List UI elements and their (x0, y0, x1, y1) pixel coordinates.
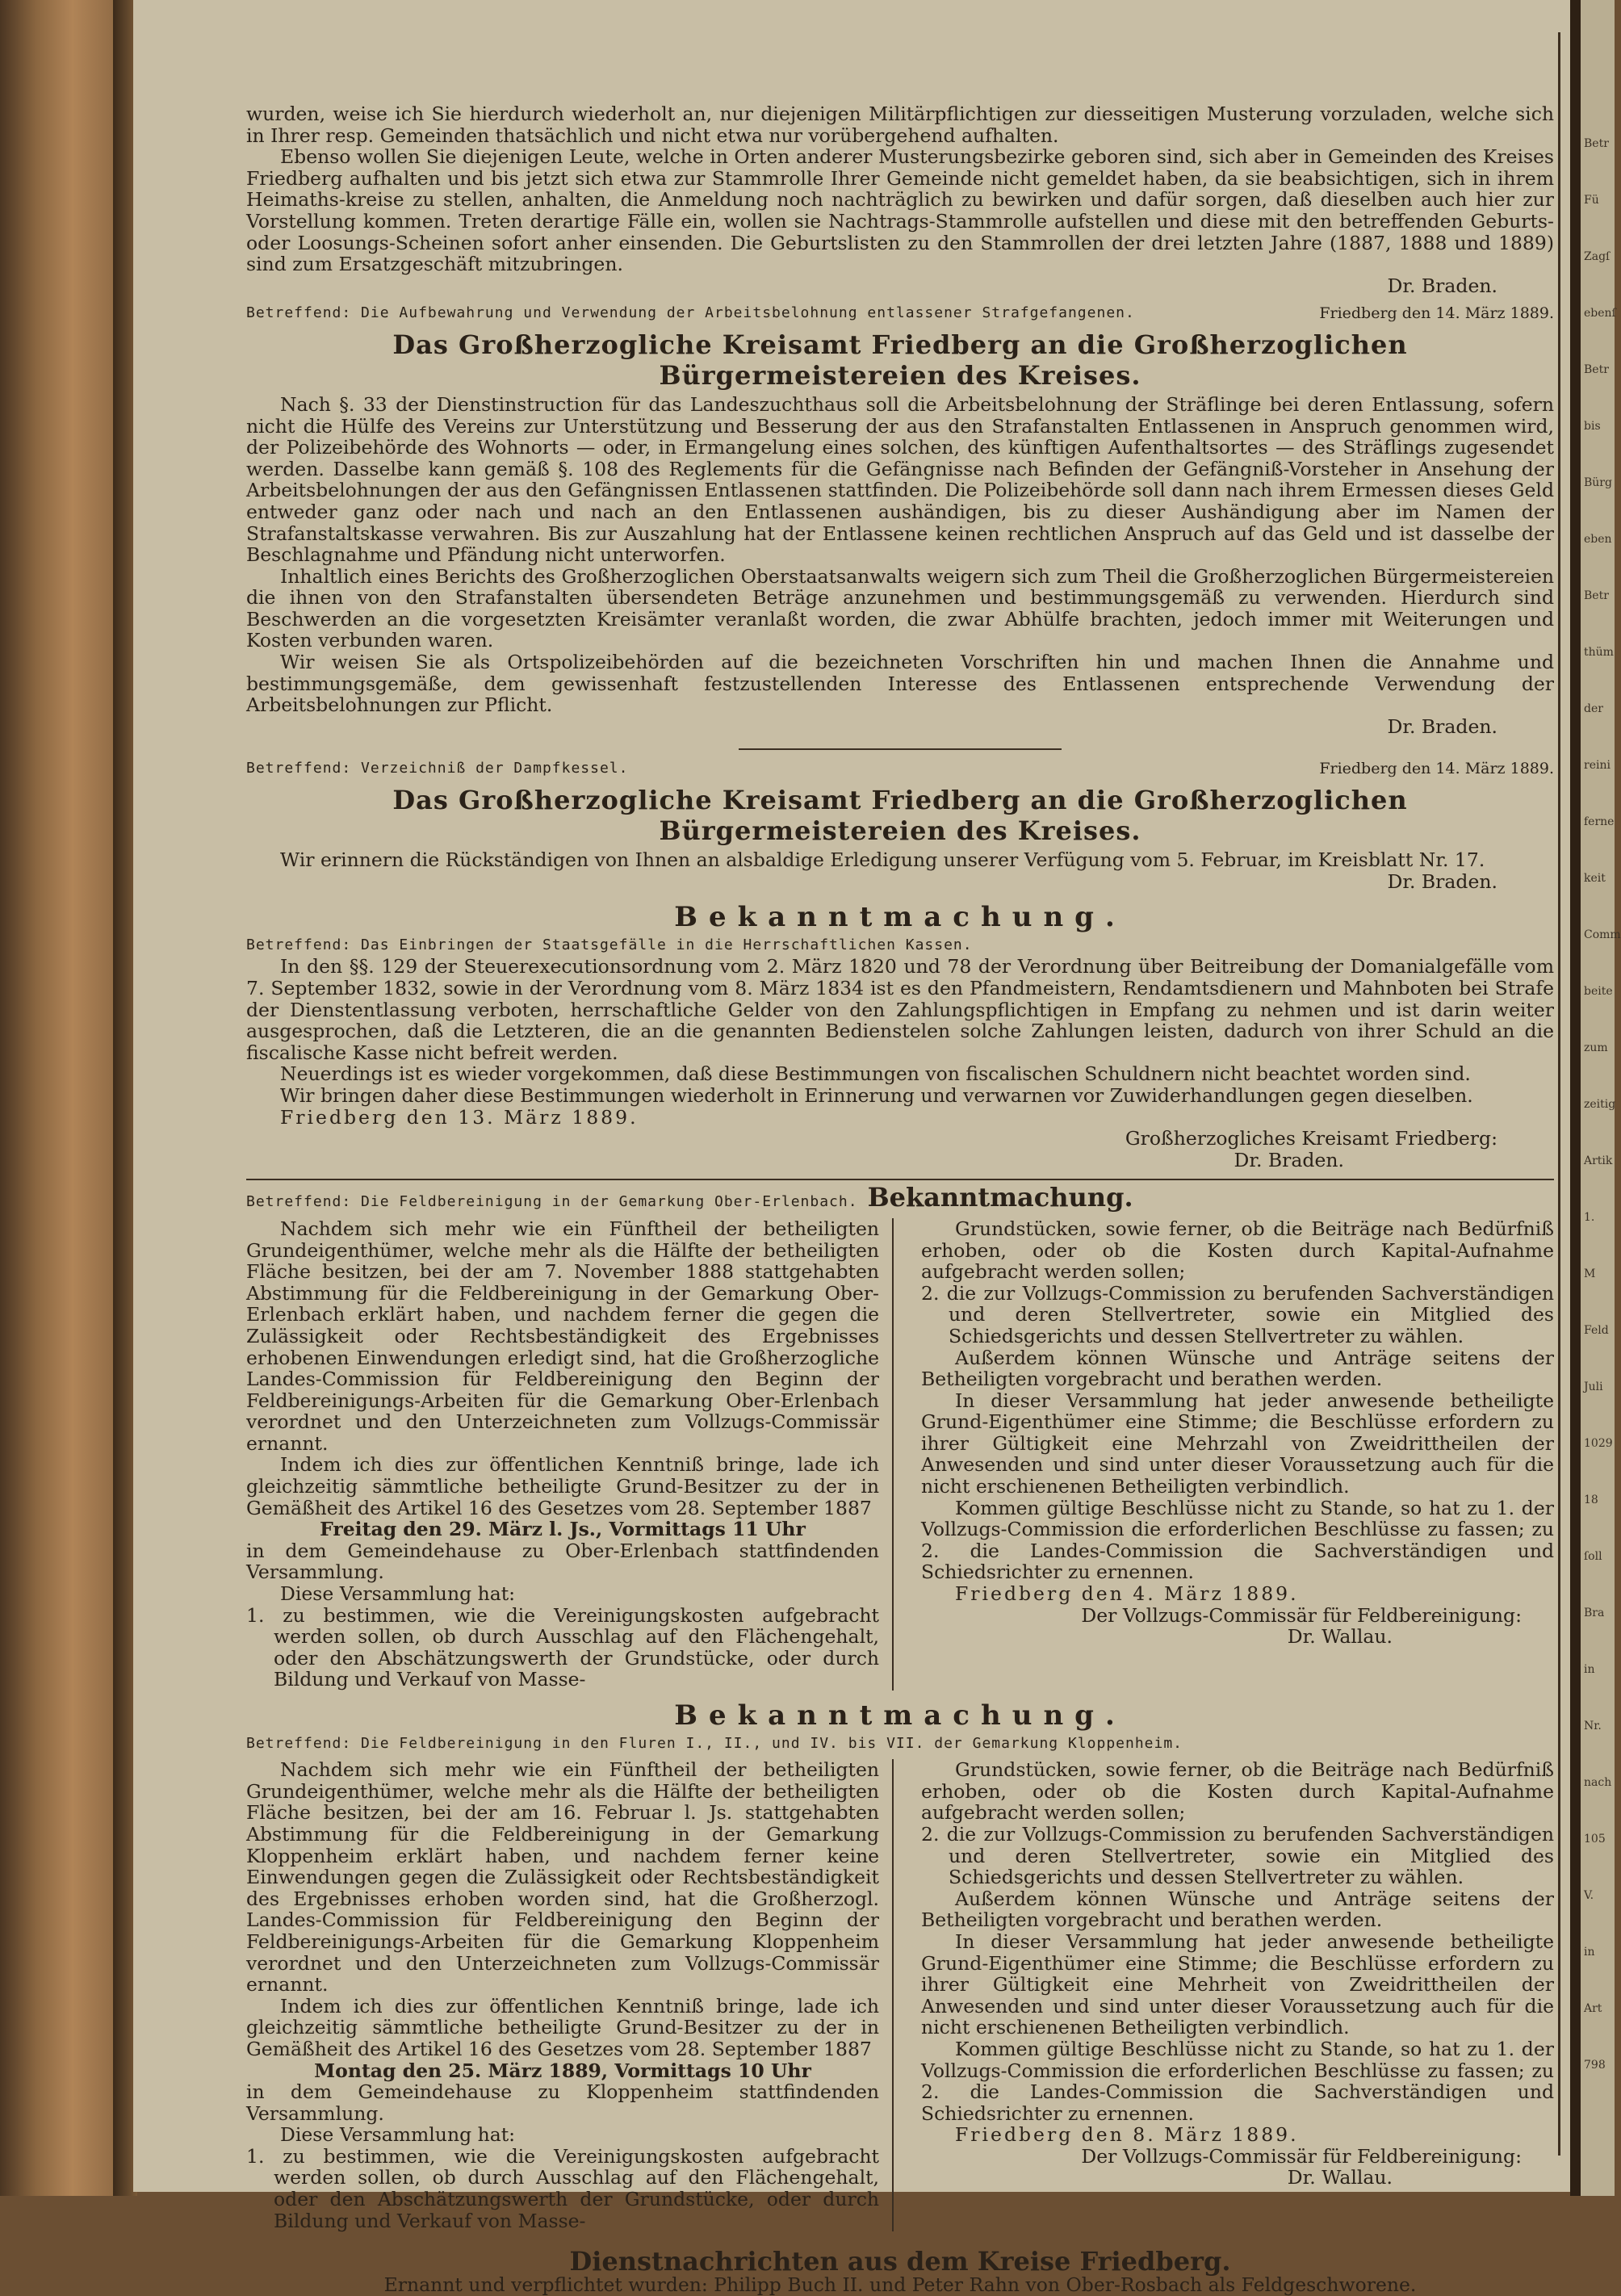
bekanntmachung-heading: Bekanntmachung. (674, 901, 1126, 934)
body-paragraph: In dieser Versammlung hat jeder anwesende betheiligte Grund-Eigenthümer eine Stimme; die Beschlüsse erfordern zu ihrer Gültigkeit eine Mehrzahl von Zweidrittheilen der Anwesenden und sind unter dieser Voraussetzung auch für die nicht erschienenen Betheiligten verbindlich. (921, 1389, 1554, 1498)
two-column-block (246, 1759, 1554, 2231)
agenda-intro: Diese Versammlung hat: (280, 1582, 516, 1606)
muster-paragraph-1: wurden, weise ich Sie hierdurch wiederholt an, nur diejenigen Militärpflichtigen zur diesseitigen Musterung vorzuladen, welche sich in Ihrer resp. Gemeinden thatsächlich und nicht etwa nur vorübergehend aufhalten. (246, 103, 1554, 147)
section-staatsgefaelle (246, 901, 1554, 1171)
page-content (246, 103, 1554, 2295)
adjacent-page-fragment: 18 (1584, 1494, 1598, 1506)
adjacent-page-fragment: M (1584, 1267, 1596, 1280)
book-binding (0, 0, 121, 2196)
betreff-text: Betreffend: Die Feldbereinigung in den Fluren I., II., und IV. bis VII. der Gemarkung Kloppenheim. (246, 1734, 1183, 1752)
adjacent-page-fragment: keit (1584, 872, 1606, 885)
newspaper-page (133, 0, 1574, 2296)
adjacent-page-fragment: Betr (1584, 589, 1609, 602)
signature: Dr. Braden. (1387, 714, 1497, 738)
adjacent-page-fragment: Art (1584, 2002, 1602, 2015)
body-paragraph: Indem ich dies zur öffentlichen Kenntniß bringe, lade ich gleichzeitig sämmtliche betheiligte Grund-Besitzer zu der in Gemäßheit des Artikel 16 des Gesetzes vom 28. September 1887 (246, 1453, 879, 1519)
signature: Dr. Wallau. (1287, 2166, 1393, 2189)
body-paragraph: Neuerdings ist es wieder vorgekommen, daß diese Bestimmungen von fiscalischen Schuldnern nicht beachtet worden sind. (280, 1062, 1471, 1086)
left-column (246, 1759, 894, 2231)
body-paragraph: in dem Gemeindehause zu Kloppenheim stattfindenden Versammlung. (246, 2080, 879, 2125)
adjacent-page-fragment: reini (1584, 759, 1611, 772)
dateline: Friedberg den 14. März 1889. (1319, 304, 1554, 323)
section-heading: Dienstnachrichten aus dem Kreise Friedberg. (569, 2246, 1231, 2277)
adjacent-page-fragment: zum (1584, 1041, 1608, 1054)
betreff-line (246, 935, 1554, 957)
betreff-line (246, 1182, 1554, 1213)
dateline: Friedberg den 8. März 1889. (955, 2123, 1299, 2147)
agenda-item: 2. die zur Vollzugs-Commission zu berufenden Sachverständigen und deren Stellvertreter, sowie ein Mitglied des Schiedsgerichts und dessen Stellvertreter zu wählen. (921, 1281, 1554, 1347)
authority: Der Vollzugs-Commissär für Feldbereinigung: (1081, 2144, 1522, 2168)
agenda-item: 1. zu bestimmen, wie die Vereinigungskosten aufgebracht werden sollen, ob durch Ausschlag auf den Flächengehalt, oder den Abschätzungswerth der Grundstücke, oder durch Bildung und Verkauf von Masse- (246, 1603, 879, 1691)
adjacent-page-fragment: Betr (1584, 137, 1609, 150)
adjacent-page-fragment: Artik (1584, 1154, 1613, 1167)
page-border-rule (1558, 32, 1560, 2156)
adjacent-page-fragment: Feld (1584, 1324, 1609, 1337)
adjacent-page-fragment: thüm (1584, 646, 1614, 659)
two-column-block (246, 1218, 1554, 1691)
divider (246, 1179, 1554, 1180)
section-heading: Das Großherzogliche Kreisamt Friedberg an die Großherzoglichen Bürgermeistereien des Kreises. (392, 329, 1408, 391)
adjacent-page-fragment: nach (1584, 1776, 1612, 1789)
adjacent-page-fragment: Fü (1584, 194, 1599, 207)
body-paragraph: Kommen gültige Beschlüsse nicht zu Stande, so hat zu 1. der Vollzugs-Commission die erforderlichen Beschlüsse zu fassen; zu 2. die Landes-Commission die Sachverständigen und Schiedsrichter zu ernennen. (921, 1496, 1554, 1584)
betreff-line (246, 758, 1554, 780)
right-column (921, 1218, 1554, 1691)
adjacent-page-fragment: ferne (1584, 815, 1615, 828)
body-paragraph: Ernannt und verpflichtet wurden: Philipp Buch II. und Peter Rahn von Ober-Rosbach als Feldgeschworene. (383, 2273, 1417, 2296)
adjacent-page-fragment: 1. (1584, 1211, 1595, 1224)
adjacent-page-fragment: der (1584, 702, 1603, 715)
agenda-item: 1. zu bestimmen, wie die Vereinigungskosten aufgebracht werden sollen, ob durch Ausschlag auf den Flächengehalt, oder den Abschätzungswerth der Grundstücke, oder durch Bildung und Verkauf von Masse- (246, 2144, 879, 2232)
betreff-text: Betreffend: Verzeichniß der Dampfkessel. (246, 760, 629, 777)
authority: Großherzogliches Kreisamt Friedberg: (1125, 1127, 1497, 1150)
section-kloppenheim (246, 1699, 1554, 2232)
adjacent-page-fragment: Comm (1584, 928, 1621, 941)
body-paragraph: Grundstücken, sowie ferner, ob die Beiträge nach Bedürfniß erhoben, oder ob die Kosten durch Kapital-Aufnahme aufgebracht werden sollen; (921, 1217, 1554, 1284)
body-paragraph: Außerdem können Wünsche und Anträge seitens der Betheiligten vorgebracht und berathen werden. (921, 1346, 1554, 1391)
adjacent-page-fragment: eben (1584, 533, 1612, 546)
body-paragraph: Nachdem sich mehr wie ein Fünftheil der betheiligten Grundeigenthümer, welche mehr als die Hälfte der betheiligten Fläche besitzen, bei der am 16. Februar l. Js. stattgehabten Abstimmung für die Feldbereinigung in der Gemarkung Kloppenheim erklärt haben, und nachdem ferner keine Einwendungen gegen die Zulässigkeit oder Rechtsbeständigkeit des Ergebnisses erhoben worden sind, hat die Großherzogl. Landes-Commission für Feldbereinigung den Beginn der Feldbereinigungs-Arbeiten für die Gemarkung Kloppenheim verordnet und den Unterzeichneten zum Vollzugs-Commissär ernannt. (246, 1758, 879, 1996)
adjacent-page-fragment: Juli (1584, 1381, 1603, 1393)
betreff-line (246, 1733, 1554, 1755)
adjacent-page-fragment: 105 (1584, 1833, 1606, 1846)
body-paragraph: Wir bringen daher diese Bestimmungen wiederholt in Erinnerung und verwarnen vor Zuwiderhandlungen gegen dieselben. (280, 1083, 1473, 1107)
meeting-date: Montag den 25. März 1889, Vormittags 10 Uhr (314, 2059, 811, 2082)
dateline: Friedberg den 14. März 1889. (1319, 760, 1554, 778)
body-paragraph: Grundstücken, sowie ferner, ob die Beiträge nach Bedürfniß erhoben, oder ob die Kosten durch Kapital-Aufnahme aufgebracht werden sollen; (921, 1758, 1554, 1825)
page-gutter (1570, 0, 1581, 2196)
muster-paragraph-2: Ebenso wollen Sie diejenigen Leute, welche in Orten anderer Musterungsbezirke geboren sind, sich aber in Gemeinden des Kreises Friedberg aufhalten und bis jetzt sich etwa zur Stammrolle Ihrer Gemeinde nicht gemeldet haben, da sie beabsichtigen, sich in ihrem Heimaths-kreise zu stellen, anhalten, die Anmeldung noch nachträglich zu bewirken und dafür sorgen, daß dieselben auch hier zur Vorstellung kommen. Treten derartige Fälle ein, wollen sie Nachtrags-Stammrolle aufstellen und diese mit den betreffenden Geburts- oder Loosungs-Scheinen sofort anher einsenden. Die Geburtslisten zu den Stammrollen der drei letzten Jahre (1887, 1888 und 1889) sind zum Ersatzgeschäft mitzubringen. (246, 145, 1554, 276)
body-paragraph: Außerdem können Wünsche und Anträge seitens der Betheiligten vorgebracht und berathen werden. (921, 1887, 1554, 1932)
betreff-text: Betreffend: Die Aufbewahrung und Verwendung der Arbeitsbelohnung entlassener Strafgefangenen. (246, 304, 1135, 322)
body-paragraph: Wir weisen Sie als Ortspolizeibehörden auf die bezeichneten Vorschriften hin und machen Ihnen die Annahme und bestimmungsgemäße, dem gewissenhaft festzustellenden Interesse des Entlassenen entsprechende Verwendung der Arbeitsbelohnungen zur Pflicht. (246, 651, 1554, 717)
betreff-text: Betreffend: Die Feldbereinigung in der Gemarkung Ober-Erlenbach. (246, 1193, 858, 1211)
adjacent-page-fragment: in (1584, 1663, 1595, 1676)
section-muster (246, 103, 1554, 296)
agenda-item: 2. die zur Vollzugs-Commission zu berufenden Sachverständigen und deren Stellvertreter, sowie ein Mitglied des Schiedsgerichts und dessen Stellvertreter zu wählen. (921, 1822, 1554, 1889)
body-paragraph: Indem ich dies zur öffentlichen Kenntniß bringe, lade ich gleichzeitig sämmtliche betheiligte Grund-Besitzer zu der in Gemäßheit des Artikel 16 des Gesetzes vom 28. September 1887 (246, 1994, 879, 2060)
adjacent-page-fragment: 798 (1584, 2059, 1606, 2072)
dateline: Friedberg den 13. März 1889. (280, 1105, 639, 1129)
adjacent-page-fragment: bis (1584, 420, 1601, 433)
body-paragraph: Nachdem sich mehr wie ein Fünftheil der betheiligten Grundeigenthümer, welche mehr als die Hälfte der betheiligten Fläche besitzen, bei der am 7. November 1888 stattgehabten Abstimmung für die Feldbereinigung in der Gemarkung Ober-Erlenbach erklärt haben, und nachdem ferner die gegen die Zulässigkeit oder Rechtsbeständigkeit des Ergebnisses erhobenen Einwendungen erledigt sind, hat die Großherzogliche Landes-Commission für Feldbereinigung den Beginn der Feldbereinigungs-Arbeiten für die Gemarkung Ober-Erlenbach verordnet und den Unterzeichneten zum Vollzugs-Commissär ernannt. (246, 1217, 879, 1455)
adjacent-page-fragment: in (1584, 1946, 1595, 1959)
adjacent-page-edge (1581, 0, 1621, 2196)
adjacent-page-fragment: beite (1584, 985, 1613, 998)
section-arbeitsbelohnung (246, 303, 1554, 737)
body-paragraph: Wir erinnern die Rückständigen von Ihnen an alsbaldige Erledigung unserer Verfügung vom 5. Februar, im Kreisblatt Nr. 17. (280, 848, 1485, 872)
meeting-date: Freitag den 29. März l. Js., Vormittags 11 Uhr (320, 1518, 806, 1541)
section-ober-erlenbach (246, 1182, 1554, 1691)
adjacent-page-fragment: V. (1584, 1889, 1594, 1902)
adjacent-page-fragment: 1029 (1584, 1437, 1613, 1450)
body-paragraph: Inhaltlich eines Berichts des Großherzoglichen Oberstaatsanwalts weigern sich zum Theil die Großherzoglichen Bürgermeistereien die ihnen von den Strafanstalten übersendeten Beträge anzunehmen und bestimmungsgemäß zu verwenden. Hierdurch sind Beschwerden an die vorgesetzten Kreisämter veranlaßt worden, die zwar Abhülfe brachten, jedoch immer mit Weiterungen und Kosten verbunden waren. (246, 564, 1554, 652)
muster-signature: Dr. Braden. (1387, 274, 1497, 297)
adjacent-page-fragment: Nr. (1584, 1720, 1602, 1732)
body-paragraph: in dem Gemeindehause zu Ober-Erlenbach stattfindenden Versammlung. (246, 1539, 879, 1584)
adjacent-page-fragment: ſoll (1584, 1550, 1602, 1563)
adjacent-page-fragment: Bürg (1584, 476, 1612, 489)
agenda-intro: Diese Versammlung hat: (280, 2123, 516, 2147)
body-paragraph: Kommen gültige Beschlüsse nicht zu Stande, so hat zu 1. der Vollzugs-Commission die erforderlichen Beschlüsse zu fassen; zu 2. die Landes-Commission die Sachverständigen und Schiedsrichter zu ernennen. (921, 2037, 1554, 2125)
right-column (921, 1759, 1554, 2231)
adjacent-page-fragment: ebenſ (1584, 307, 1616, 320)
signature: Dr. Braden. (1387, 869, 1497, 893)
signature: Dr. Wallau. (1287, 1625, 1393, 1649)
body-paragraph: In den §§. 129 der Steuerexecutionsordnung vom 2. März 1820 und 78 der Verordnung über Beitreibung der Domanialgefälle vom 7. September 1832, sowie in der Verordnung vom 8. März 1834 ist es den Pfandmeistern, Rendamtsdienern und Mahnboten bei Strafe der Dienstentlassung verboten, herrschaftliche Gelder von den Zahlungspflichtigen in Empfang zu nehmen und ist darin weiter ausgesprochen, daß die Letzteren, die an die genannten Bedienstelen solche Zahlungen leisten, dadurch von ihrer Schuld an die fiscalische Kasse nicht befreit werden. (246, 955, 1554, 1064)
adjacent-page-fragment: zeitig (1584, 1098, 1616, 1111)
section-dienstnachrichten (246, 2246, 1554, 2296)
betreff-text: Betreffend: Das Einbringen der Staatsgefälle in die Herrschaftlichen Kassen. (246, 936, 973, 953)
authority: Der Vollzugs-Commissär für Feldbereinigung: (1081, 1603, 1522, 1627)
section-heading: Das Großherzogliche Kreisamt Friedberg an die Großherzoglichen Bürgermeistereien des Kreises. (392, 785, 1408, 847)
dateline: Friedberg den 4. März 1889. (955, 1582, 1299, 1606)
divider (739, 748, 1062, 750)
adjacent-page-fragment: Bra (1584, 1607, 1605, 1619)
adjacent-page-fragment: Zagſ (1584, 250, 1611, 263)
signature: Dr. Braden. (1234, 1148, 1344, 1171)
section-dampfkessel (246, 758, 1554, 892)
betreff-line (246, 303, 1554, 325)
body-paragraph: Nach §. 33 der Dienstinstruction für das Landeszuchthaus soll die Arbeitsbelohnung der Sträflinge bei deren Entlassung, sofern nicht die Hülfe des Vereins zur Unterstützung und Besserung der aus den Strafanstalten Entlassenen in Anspruch genommen wird, der Polizeibehörde des Wohnorts — oder, in Ermangelung eines solchen, des künftigen Aufenthaltsortes — des Sträflings zugesendet werden. Dasselbe kann gemäß §. 108 des Reglements für die Gefängnisse nach Befinden der Gefängniß-Vorsteher in Ansehung der Arbeitsbelohnungen der aus den Gefängnissen Entlassenen stattfinden. Die Polizeibehörde soll dann nach ihrem Ermessen dieses Geld entweder ganz oder nach und nach an den Entlassenen aushändigen, bis zu dieser Aushändigung aber im Namen der Strafanstaltskasse verwahren. Bis zur Auszahlung hat der Entlassene keinen rechtlichen Anspruch auf das Geld und ist dasselbe der Beschlagnahme und Pfändung nicht unterworfen. (246, 392, 1554, 567)
left-column (246, 1218, 894, 1691)
body-paragraph: In dieser Versammlung hat jeder anwesende betheiligte Grund-Eigenthümer eine Stimme; die Beschlüsse erfordern zu ihrer Gültigkeit eine Mehrheit von Zweidrittheilen der Anwesenden und sind unter dieser Voraussetzung auch für die nicht erschienenen Betheiligten verbindlich. (921, 1929, 1554, 2039)
bekanntmachung-heading: Bekanntmachung. (867, 1182, 1133, 1213)
bekanntmachung-heading: Bekanntmachung. (674, 1699, 1126, 1732)
adjacent-page-fragment: Betr (1584, 363, 1609, 376)
